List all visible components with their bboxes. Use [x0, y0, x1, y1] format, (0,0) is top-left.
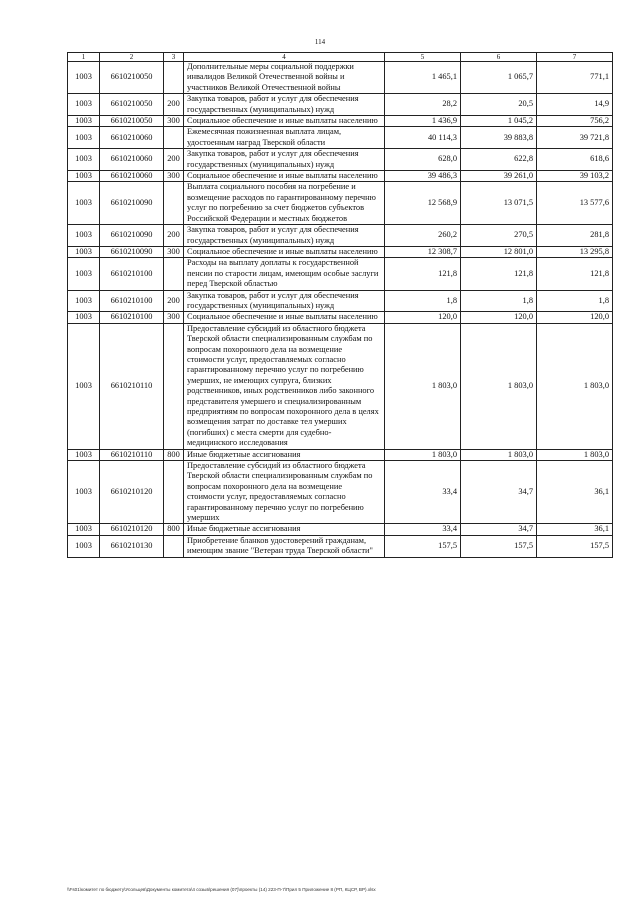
amount-cell: 33,4	[385, 461, 461, 524]
description-cell: Предоставление субсидий из областного бюджета Тверской области специализированным службам по вопросам похоронного дела на возмещение стоимости услуг, предоставляемых согласно гарантированному перечню услуг по погребению умерших, не имеющих супруга, близких родственников, иных родственников либо законного представителя умершего и специализированным предприятиям по вопросам похоронного дела в целях возмещения затрат по доставке тел умерших (погибших) с места смерти для судебно-медицинского исследования	[184, 323, 385, 449]
amount-cell: 120,0	[385, 312, 461, 323]
amount-cell: 121,8	[461, 258, 537, 290]
expense-type-cell: 300	[164, 171, 184, 182]
target-article-cell: 6610210060	[100, 149, 164, 171]
amount-cell: 14,9	[537, 94, 613, 116]
description-cell: Социальное обеспечение и иные выплаты населению	[184, 246, 385, 257]
expense-type-cell: 200	[164, 149, 184, 171]
amount-cell: 34,7	[461, 524, 537, 535]
header-cell: 2	[100, 53, 164, 62]
table-row	[68, 94, 613, 116]
section-code-cell: 1003	[68, 535, 100, 557]
expense-type-cell: 300	[164, 246, 184, 257]
amount-cell: 39 721,8	[537, 127, 613, 149]
amount-cell: 120,0	[537, 312, 613, 323]
amount-cell: 13 071,5	[461, 182, 537, 225]
amount-cell: 40 114,3	[385, 127, 461, 149]
expense-type-cell	[164, 182, 184, 225]
table-row	[68, 449, 613, 460]
amount-cell: 36,1	[537, 524, 613, 535]
target-article-cell: 6610210100	[100, 290, 164, 312]
expense-type-cell: 200	[164, 290, 184, 312]
target-article-cell: 6610210060	[100, 171, 164, 182]
amount-cell: 13 577,6	[537, 182, 613, 225]
target-article-cell: 6610210090	[100, 246, 164, 257]
table-row	[68, 149, 613, 171]
target-article-cell: 6610210110	[100, 323, 164, 449]
expense-type-cell	[164, 62, 184, 94]
expense-type-cell	[164, 127, 184, 149]
amount-cell: 120,0	[461, 312, 537, 323]
amount-cell: 157,5	[537, 535, 613, 557]
section-code-cell: 1003	[68, 149, 100, 171]
expense-type-cell	[164, 535, 184, 557]
expense-type-cell: 800	[164, 524, 184, 535]
amount-cell: 260,2	[385, 225, 461, 247]
table-header-row	[68, 53, 613, 62]
section-code-cell: 1003	[68, 246, 100, 257]
amount-cell: 12 308,7	[385, 246, 461, 257]
table-row	[68, 246, 613, 257]
description-cell: Социальное обеспечение и иные выплаты населению	[184, 116, 385, 127]
expense-type-cell	[164, 258, 184, 290]
section-code-cell: 1003	[68, 182, 100, 225]
table-row	[68, 461, 613, 524]
table-row	[68, 116, 613, 127]
header-cell: 7	[537, 53, 613, 62]
target-article-cell: 6610210120	[100, 524, 164, 535]
expense-type-cell: 300	[164, 116, 184, 127]
amount-cell: 756,2	[537, 116, 613, 127]
amount-cell: 157,5	[461, 535, 537, 557]
target-article-cell: 6610210060	[100, 127, 164, 149]
target-article-cell: 6610210130	[100, 535, 164, 557]
description-cell: Социальное обеспечение и иные выплаты населению	[184, 171, 385, 182]
amount-cell: 36,1	[537, 461, 613, 524]
target-article-cell: 6610210110	[100, 449, 164, 460]
section-code-cell: 1003	[68, 449, 100, 460]
budget-table	[67, 52, 613, 558]
expense-type-cell: 200	[164, 225, 184, 247]
amount-cell: 12 568,9	[385, 182, 461, 225]
table-row	[68, 182, 613, 225]
target-article-cell: 6610210050	[100, 116, 164, 127]
amount-cell: 618,6	[537, 149, 613, 171]
table-row	[68, 323, 613, 449]
amount-cell: 39 103,2	[537, 171, 613, 182]
amount-cell: 1 803,0	[385, 323, 461, 449]
description-cell: Иные бюджетные ассигнования	[184, 449, 385, 460]
amount-cell: 39 883,8	[461, 127, 537, 149]
target-article-cell: 6610210050	[100, 62, 164, 94]
header-cell: 5	[385, 53, 461, 62]
description-cell: Социальное обеспечение и иные выплаты населению	[184, 312, 385, 323]
amount-cell: 1 803,0	[537, 323, 613, 449]
description-cell: Закупка товаров, работ и услуг для обеспечения государственных (муниципальных) нужд	[184, 225, 385, 247]
header-cell: 3	[164, 53, 184, 62]
expense-type-cell: 800	[164, 449, 184, 460]
description-cell: Закупка товаров, работ и услуг для обеспечения государственных (муниципальных) нужд	[184, 94, 385, 116]
table-row	[68, 312, 613, 323]
amount-cell: 1 803,0	[461, 323, 537, 449]
amount-cell: 39 261,0	[461, 171, 537, 182]
description-cell: Закупка товаров, работ и услуг для обеспечения государственных (муниципальных) нужд	[184, 290, 385, 312]
amount-cell: 1 803,0	[461, 449, 537, 460]
section-code-cell: 1003	[68, 312, 100, 323]
expense-type-cell	[164, 461, 184, 524]
amount-cell: 33,4	[385, 524, 461, 535]
section-code-cell: 1003	[68, 116, 100, 127]
table-row	[68, 258, 613, 290]
section-code-cell: 1003	[68, 127, 100, 149]
amount-cell: 1,8	[537, 290, 613, 312]
amount-cell: 1,8	[385, 290, 461, 312]
amount-cell: 121,8	[537, 258, 613, 290]
section-code-cell: 1003	[68, 171, 100, 182]
table-row	[68, 171, 613, 182]
expense-type-cell: 200	[164, 94, 184, 116]
amount-cell: 1 436,9	[385, 116, 461, 127]
amount-cell: 628,0	[385, 149, 461, 171]
table-row	[68, 225, 613, 247]
amount-cell: 1 045,2	[461, 116, 537, 127]
target-article-cell: 6610210050	[100, 94, 164, 116]
header-cell: 1	[68, 53, 100, 62]
description-cell: Расходы на выплату доплаты к государственной пенсии по старости лицам, имеющим особые заслуги перед Тверской областью	[184, 258, 385, 290]
section-code-cell: 1003	[68, 323, 100, 449]
expense-type-cell	[164, 323, 184, 449]
amount-cell: 622,8	[461, 149, 537, 171]
section-code-cell: 1003	[68, 94, 100, 116]
target-article-cell: 6610210100	[100, 312, 164, 323]
expense-type-cell: 300	[164, 312, 184, 323]
file-path-footer: \\Fs01\комитет по бюджету\Усольцев\Документы комитета\4 созыв\решения (07)\проекты (14) 223-П-7\Прил 5 Приложение 8 (РП, КЦСР, ВР).xlsx	[67, 887, 376, 892]
amount-cell: 121,8	[385, 258, 461, 290]
amount-cell: 34,7	[461, 461, 537, 524]
amount-cell: 270,5	[461, 225, 537, 247]
target-article-cell: 6610210090	[100, 225, 164, 247]
amount-cell: 157,5	[385, 535, 461, 557]
amount-cell: 12 801,0	[461, 246, 537, 257]
table-row	[68, 127, 613, 149]
target-article-cell: 6610210090	[100, 182, 164, 225]
description-cell: Предоставление субсидий из областного бюджета Тверской области специализированным службам по вопросам похоронного дела на возмещение стоимости услуг, предоставляемых согласно гарантированному перечню услуг по погребению умерших	[184, 461, 385, 524]
amount-cell: 281,8	[537, 225, 613, 247]
description-cell: Дополнительные меры социальной поддержки инвалидов Великой Отечественной войны и участников Великой Отечественной войны	[184, 62, 385, 94]
section-code-cell: 1003	[68, 62, 100, 94]
amount-cell: 13 295,8	[537, 246, 613, 257]
amount-cell: 1 465,1	[385, 62, 461, 94]
section-code-cell: 1003	[68, 524, 100, 535]
table-row	[68, 524, 613, 535]
description-cell: Ежемесячная пожизненная выплата лицам, удостоенным наград Тверской области	[184, 127, 385, 149]
section-code-cell: 1003	[68, 258, 100, 290]
description-cell: Закупка товаров, работ и услуг для обеспечения государственных (муниципальных) нужд	[184, 149, 385, 171]
amount-cell: 39 486,3	[385, 171, 461, 182]
page-number: 114	[314, 38, 326, 46]
table-row	[68, 62, 613, 94]
amount-cell: 1 803,0	[385, 449, 461, 460]
description-cell: Выплата социального пособия на погребение и возмещение расходов по гарантированному перечню услуг по погребению за счет бюджетов субъектов Российской Федерации и местных бюджетов	[184, 182, 385, 225]
amount-cell: 1,8	[461, 290, 537, 312]
description-cell: Иные бюджетные ассигнования	[184, 524, 385, 535]
description-cell: Приобретение бланков удостоверений гражданам, имеющим звание "Ветеран труда Тверской области"	[184, 535, 385, 557]
amount-cell: 1 803,0	[537, 449, 613, 460]
target-article-cell: 6610210100	[100, 258, 164, 290]
table-row	[68, 290, 613, 312]
header-cell: 6	[461, 53, 537, 62]
table-row	[68, 535, 613, 557]
section-code-cell: 1003	[68, 225, 100, 247]
amount-cell: 28,2	[385, 94, 461, 116]
amount-cell: 20,5	[461, 94, 537, 116]
header-cell: 4	[184, 53, 385, 62]
target-article-cell: 6610210120	[100, 461, 164, 524]
section-code-cell: 1003	[68, 290, 100, 312]
amount-cell: 1 065,7	[461, 62, 537, 94]
amount-cell: 771,1	[537, 62, 613, 94]
section-code-cell: 1003	[68, 461, 100, 524]
